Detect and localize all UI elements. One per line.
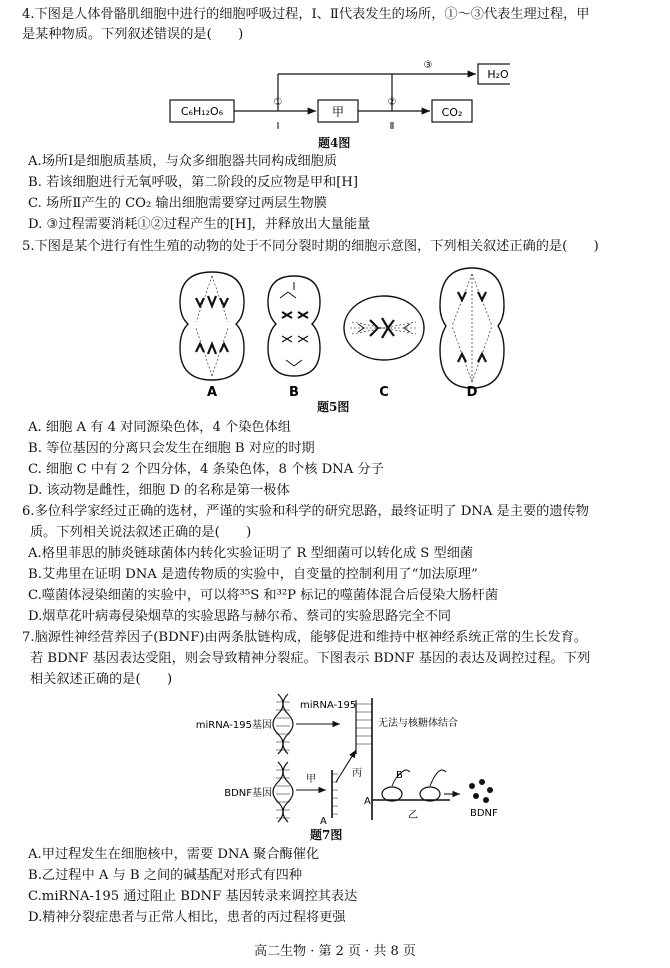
q4-option-b: B. 若该细胞进行无氧呼吸，第二阶段的反应物是甲和[H] (28, 175, 358, 190)
cell-c (344, 296, 424, 360)
cell-b (268, 276, 320, 376)
h2o-label: H₂O (487, 68, 509, 81)
q5-cell-diagram (160, 262, 520, 402)
q4-option-d: D. ③过程需要消耗①②过程产生的[H]，并释放出大量能量 (28, 217, 371, 232)
q5-option-a: A. 细胞 A 有 4 对同源染色体，4 个染色体组 (28, 420, 291, 435)
q6-stem-line2: 质。下列相关说法叙述正确的是( ) (30, 525, 252, 540)
mrna-a-label-2: A (364, 796, 371, 807)
cell-c-label: C (379, 385, 389, 400)
cell-d (440, 268, 504, 388)
cell-b-label: B (289, 385, 299, 400)
q7-stem-line2: 若 BDNF 基因表达受阻，则会导致精神分裂症。下图表示 BDNF 基因的表达及调控过程。下列 (30, 651, 591, 666)
bdnf-gene-label: BDNF基因 (224, 788, 272, 799)
bdnf-protein-label: BDNF (470, 808, 498, 819)
yi-label: 乙 (408, 810, 418, 821)
q7-option-d: D.精神分裂症患者与正常人相比，患者的丙过程将更强 (28, 910, 346, 925)
q5-figure-caption: 题5图 (317, 400, 350, 414)
q5-option-b: B. 等位基因的分离只会发生在细胞 B 对应的时期 (28, 441, 315, 456)
q7-option-b: B.乙过程中 A 与 B 之间的碱基配对形式有四种 (28, 868, 303, 883)
site-1-label: Ⅰ (276, 121, 280, 130)
q7-stem-line1: 7.脑源性神经营养因子(BDNF)由两条肽链构成，能够促进和维持中枢神经系统正常的生长发育。 (22, 630, 587, 645)
q6-option-b: B.艾弗里在证明 DNA 是遗传物质的实验中，自变量的控制利用了“加法原理” (28, 567, 478, 582)
mirna-gene-helix (273, 694, 293, 754)
cell-d-label: D (466, 385, 478, 400)
page-footer: 高二生物 · 第 2 页 · 共 8 页 (254, 944, 416, 959)
jia-label: 甲 (306, 774, 316, 785)
process-2-label: ② (387, 97, 397, 108)
cell-a (180, 272, 244, 380)
q4-stem-line2: 是某种物质。下列叙述错误的是( ) (22, 27, 244, 42)
q5-option-d: D. 该动物是雌性，细胞 D 的名称是第一极体 (28, 483, 290, 498)
process-1-label: ① (273, 97, 283, 108)
q7-figure-caption: 题7图 (310, 828, 343, 842)
q5-option-c: C. 细胞 C 中有 2 个四分体，4 条染色体，8 个核 DNA 分子 (28, 462, 384, 477)
q7-bdnf-diagram (160, 690, 520, 828)
mirna-gene-label: miRNA-195基因 (195, 720, 272, 731)
q4-option-a: A.场所Ⅰ是细胞质基质，与众多细胞器共同构成细胞质 (28, 154, 338, 169)
q6-option-c: C.噬菌体浸染细菌的实验中，可以将³⁵S 和³²P 标记的噬菌体混合后侵染大肠杆菌 (28, 588, 499, 603)
trna-b-label: B (396, 770, 403, 781)
process-3-label: ③ (423, 60, 433, 71)
q7-option-c: C.miRNA-195 通过阻止 BDNF 基因转录来调控其表达 (28, 889, 358, 904)
q7-stem-line3: 相关叙述正确的是( ) (30, 672, 173, 687)
glucose-label: C₆H₁₂O₆ (180, 105, 224, 118)
q6-option-a: A.格里菲思的肺炎链球菌体内转化实验证明了 R 型细菌可以转化成 S 型细菌 (28, 546, 474, 561)
mirna-label: miRNA-195 (300, 700, 357, 711)
q4-option-c: C. 场所Ⅱ产生的 CO₂ 输出细胞需要穿过两层生物膜 (28, 196, 327, 211)
q6-stem-line1: 6.多位科学家经过正确的选材，严谨的实验和科学的研究思路，最终证明了 DNA 是主要的遗传物 (22, 504, 589, 519)
q7-option-a: A.甲过程发生在细胞核中，需要 DNA 聚合酶催化 (28, 847, 320, 862)
q4-figure-caption: 题4图 (318, 136, 351, 150)
no-ribosome-binding-label: 无法与核糖体结合 (378, 718, 458, 729)
site-2-label: Ⅱ (389, 121, 395, 130)
q4-stem-line1: 4.下图是人体骨骼肌细胞中进行的细胞呼吸过程，Ⅰ、Ⅱ代表发生的场所，①～③代表生理过程，甲 (22, 7, 590, 22)
co2-label: CO₂ (441, 106, 463, 119)
q6-option-d: D.烟草花叶病毒侵染烟草的实验思路与赫尔希、蔡司的实验思路完全不同 (28, 609, 452, 624)
q5-stem: 5.下图是某个进行有性生殖的动物的处于不同分裂时期的细胞示意图，下列相关叙述正确的是( ) (22, 239, 599, 254)
mrna-a-label-1: A (320, 816, 327, 827)
q4-respiration-diagram (160, 55, 510, 130)
cell-a-label: A (206, 385, 218, 400)
bdnf-gene-helix (273, 762, 293, 822)
jia-label: 甲 (331, 105, 345, 119)
bing-label: 丙 (352, 768, 362, 779)
